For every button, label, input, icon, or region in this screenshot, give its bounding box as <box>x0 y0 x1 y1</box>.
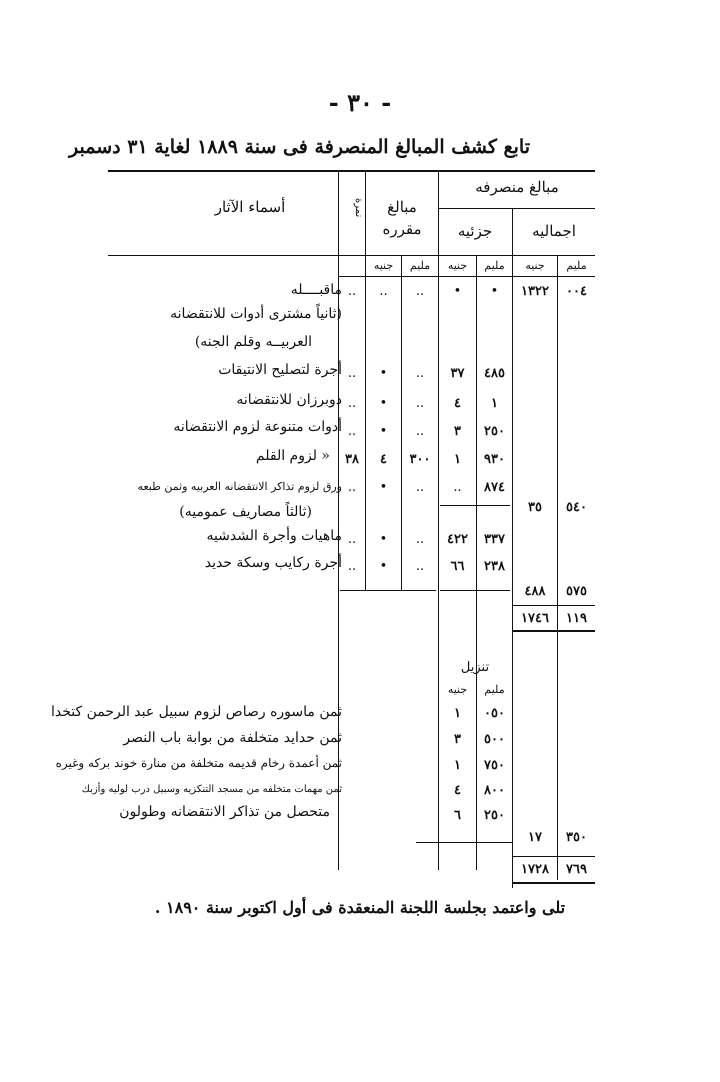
deduction-row-name: ثمن ماسوره رصاص لزوم سبيل عبد الرحمن كتخدا <box>50 704 342 720</box>
subtotal-pound: ١٧٤٦ <box>521 611 549 626</box>
row-num: .. <box>347 532 357 547</box>
partial-sum-rule <box>440 505 510 506</box>
deduction-sum-millieme: ٣٥٠ <box>566 830 587 845</box>
deduction-label: تنزيل <box>460 660 490 675</box>
num-header: نمرة <box>353 198 364 218</box>
col-rule-partial <box>512 208 513 888</box>
row-est-millieme: .. <box>415 559 425 574</box>
row-tot-pound: ١٣٢٢ <box>521 284 549 299</box>
section-heading: (ثانياً مشترى أدوات للانتقضانه <box>170 306 342 322</box>
row-est-millieme: .. <box>415 532 425 547</box>
deduction-pound-unit: جنيه <box>447 683 468 696</box>
grand-total-rule <box>513 856 595 857</box>
row-name: ماقبــــله <box>290 282 342 298</box>
row-name: دوبرزان للانتقضانه <box>236 392 342 408</box>
row-name: أدوات متنوعة لزوم الانتقضانه <box>173 419 342 435</box>
deduction-row-pound: ١ <box>454 706 461 721</box>
header-bottom-rule <box>108 255 595 256</box>
grand-total-millieme: ٧٦٩ <box>566 862 587 877</box>
row-name: أجرة لتصليح الانتيقات <box>218 362 342 378</box>
row-par-pound: ١ <box>454 452 461 467</box>
row-est-millieme: .. <box>415 396 425 411</box>
row-par-millieme: ٣٣٧ <box>484 532 505 547</box>
deduction-row-millieme: ٧٥٠ <box>484 758 505 773</box>
row-par-millieme: ٢٣٨ <box>484 559 505 574</box>
row-est-pound: • <box>379 480 388 495</box>
total-sum-double-rule <box>513 630 595 632</box>
row-est-millieme: .. <box>415 366 425 381</box>
row-est-pound: • <box>379 396 388 411</box>
spent-header: مبالغ منصرفه <box>475 178 559 196</box>
section-heading: (ثالثاً مصاريف عموميه) <box>179 504 312 520</box>
row-par-pound: .. <box>453 480 462 495</box>
deduction-row-pound: ٦ <box>454 808 461 823</box>
row-tot-pound: ٣٥ <box>528 500 542 515</box>
col-rule-total-mid <box>557 255 558 880</box>
row-par-pound: ٣٧ <box>450 366 465 381</box>
total-header: اجماليه <box>532 222 576 240</box>
row-par-millieme: ١ <box>491 396 498 411</box>
row-num: ٣٨ <box>345 452 359 467</box>
deduction-row-name: ثمن حدايد متخلفة من بوابة باب النصر <box>123 730 342 746</box>
estimated-header: مبالغ مقرره <box>382 198 422 238</box>
row-num: .. <box>347 284 357 299</box>
row-tot-millieme: ٥٤٠ <box>566 500 587 515</box>
row-par-pound: ٤٢٢ <box>447 532 468 547</box>
footer-note: تلى واعتمد بجلسة اللجنة المنعقدة فى أول اكتوبر سنة ١٨٩٠ . <box>154 898 566 917</box>
subtotal-pound: ٤٨٨ <box>524 584 546 599</box>
page-title: تابع كشف المبالغ المنصرفة فى سنة ١٨٨٩ لغاية ٣١ دسمبر <box>69 136 530 158</box>
row-par-pound: ٤ <box>454 396 461 411</box>
row-est-pound: .. <box>379 284 388 299</box>
row-par-pound: ٣ <box>454 424 461 439</box>
deduction-millieme-unit: مليم <box>484 683 505 696</box>
row-num: .. <box>347 480 357 495</box>
row-tot-millieme: ٠٠٤ <box>566 284 587 299</box>
row-par-millieme: ٩٣٠ <box>484 452 505 467</box>
partial-sum-rule <box>440 590 510 591</box>
row-num: .. <box>347 366 357 381</box>
row-num: .. <box>347 424 357 439</box>
row-est-pound: • <box>379 424 388 439</box>
names-header: أسماء الآثار <box>214 198 286 216</box>
row-par-pound: • <box>453 284 462 299</box>
row-est-millieme: .. <box>415 284 425 299</box>
deduction-row-millieme: ٨٠٠ <box>484 783 505 798</box>
tot-pound-unit: جنيه <box>525 259 545 272</box>
partial-header: جزئيه <box>457 222 493 240</box>
deduction-row-name: ثمن مهمات متخلفه من مسجد التنكزيه وسبيل درب لوليه وأزبك <box>81 784 342 795</box>
deduction-row-pound: ٤ <box>454 783 461 798</box>
par-pound-unit: جنيه <box>447 259 468 272</box>
par-millieme-unit: مليم <box>484 259 505 272</box>
est-pound-unit: جنيه <box>373 259 394 272</box>
deduction-sum-pound: ١٧ <box>528 830 542 845</box>
row-par-millieme: ٤٨٥ <box>484 366 505 381</box>
deduction-row-name: متحصل من تذاكر الانتقضانه وطولون <box>119 804 330 820</box>
spent-split-rule <box>438 208 595 209</box>
row-est-pound: • <box>379 559 388 574</box>
row-est-pound: • <box>379 366 388 381</box>
table-top-rule <box>108 170 595 172</box>
row-name: ماهيات وأجرة الشدشيه <box>206 528 342 544</box>
row-name: « لزوم القلم <box>255 448 330 464</box>
deduction-sum-rule <box>416 842 512 843</box>
page-number: - ٣٠ - <box>328 88 392 117</box>
section-heading-cont: العربيــه وقلم الجنه) <box>194 334 312 350</box>
deduction-row-pound: ١ <box>454 758 461 773</box>
row-name: ورق لزوم تذاكر الانتقضانه العربيه وثمن طبعه <box>137 480 342 493</box>
row-est-pound: ٤ <box>380 452 387 467</box>
row-par-pound: ٦٦ <box>450 559 465 574</box>
subtotal-millieme: ٥٧٥ <box>566 584 587 599</box>
row-est-pound: • <box>379 532 388 547</box>
row-est-millieme: .. <box>415 424 425 439</box>
deduction-row-millieme: ٢٥٠ <box>484 808 505 823</box>
est-millieme-unit: مليم <box>409 259 431 272</box>
deduction-row-name: ثمن أعمدة رخام قديمه متخلفة من منارة خوند بركه وغيره <box>55 756 342 770</box>
subtotal-millieme: ١١٩ <box>566 611 587 626</box>
deduction-row-pound: ٣ <box>454 732 461 747</box>
names-sum-rule <box>340 590 436 591</box>
row-par-millieme: ٢٥٠ <box>484 424 505 439</box>
row-est-millieme: .. <box>415 480 425 495</box>
row-num: .. <box>347 396 357 411</box>
row-name: أجرة ركايب وسكة حديد <box>204 555 342 571</box>
deduction-row-millieme: ٥٠٠ <box>484 732 505 747</box>
deduction-row-millieme: ٠٥٠ <box>484 706 505 721</box>
row-num: .. <box>347 559 357 574</box>
row-par-millieme: • <box>490 284 499 299</box>
grand-total-pound: ١٧٢٨ <box>521 862 549 877</box>
grand-total-double-rule <box>513 882 595 884</box>
row-est-millieme: ٣٠٠ <box>409 452 431 467</box>
total-sum-rule <box>513 605 595 606</box>
row-par-millieme: ٨٧٤ <box>484 480 505 495</box>
tot-millieme-unit: مليم <box>566 259 587 272</box>
